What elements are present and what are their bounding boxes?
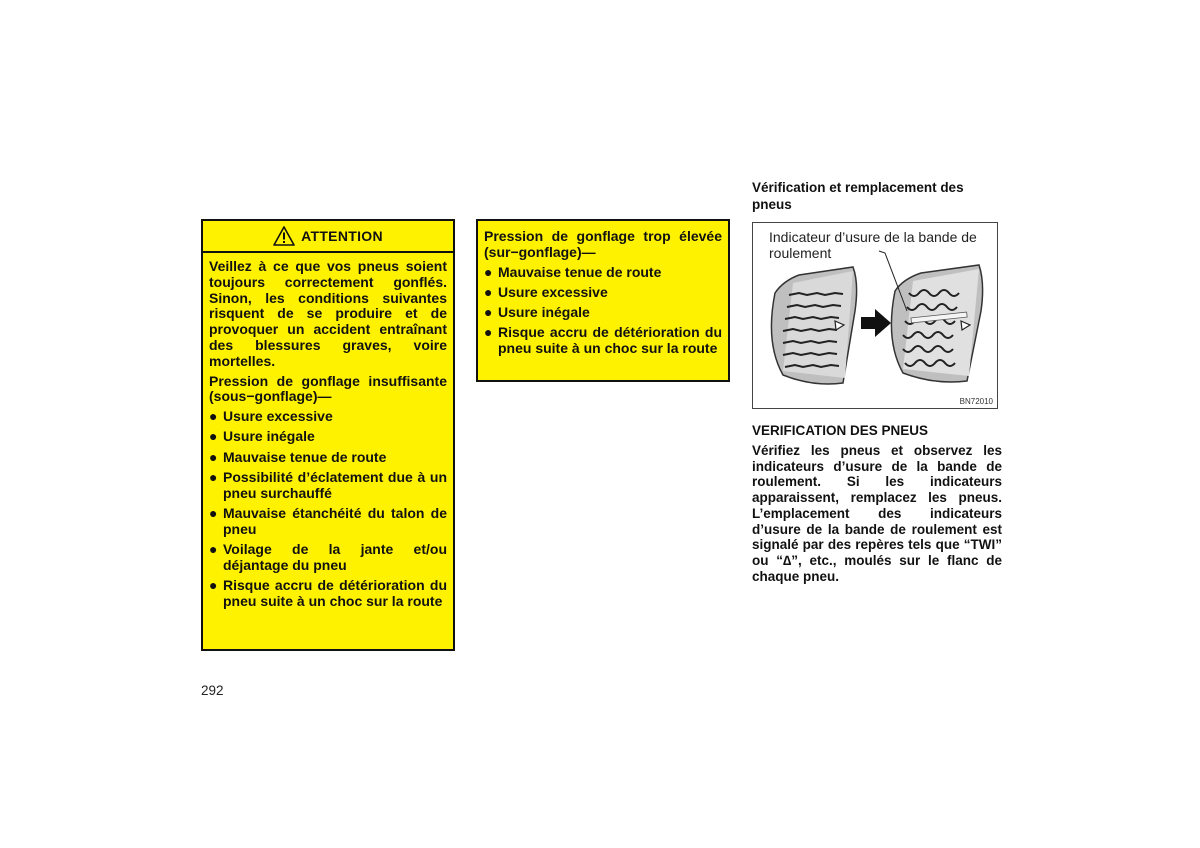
tire-with-indicator-icon	[891, 265, 982, 382]
list-item: ● Usure excessive	[484, 283, 608, 300]
verification-body: Vérifiez les pneus et observez les indicateurs d’usure de la bande de roulement. Si les indicateurs apparaissent, remplacez les pneus. L’emplacement des indicateurs d’usure de la bande de roulement est signalé par des repères tels que “TWI” ou “∆”, etc., moulés sur le flanc de chaque pneu.	[752, 443, 1002, 584]
list-item: ● Possibilité d’éclatement due à un pneu surchauffé	[209, 469, 447, 501]
overinflation-box	[476, 219, 730, 382]
attention-intro: Veillez à ce que vos pneus soient toujours correctement gonflés. Sinon, les conditions suivantes risquent de se produire et de provoquer un accident entraînant des blessures graves, voire mortelles.	[209, 258, 447, 369]
page-number: 292	[201, 683, 224, 698]
list-item: ● Usure excessive	[209, 408, 333, 425]
section-title: Vérification et remplacement des pneus	[752, 180, 964, 212]
overinflation-list	[484, 265, 722, 357]
attention-label: ATTENTION	[301, 228, 383, 244]
figure-code: BN72010	[959, 397, 993, 406]
figure-caption: Indicateur d’usure de la bande de roulement	[769, 229, 977, 261]
tire-illustration	[753, 223, 997, 408]
tread-wear-figure	[752, 222, 998, 409]
arrow-right-icon	[861, 309, 891, 337]
list-item: ● Usure inégale	[209, 428, 315, 445]
list-item: ● Risque accru de détérioration du pneu suite à un choc sur la route	[484, 324, 722, 357]
attention-box	[201, 219, 455, 651]
underinflation-heading: Pression de gonflage insuffisante (sous−gonflage)—	[209, 372, 447, 405]
warning-triangle-icon	[273, 226, 295, 246]
list-item: ● Usure inégale	[484, 304, 590, 321]
underinflation-list	[209, 409, 447, 610]
attention-header	[203, 221, 453, 253]
overinflation-heading: Pression de gonflage trop élevée (sur−gonflage)—	[484, 228, 722, 260]
list-item: ● Risque accru de détérioration du pneu suite à un choc sur la route	[209, 577, 447, 610]
list-item: ● Mauvaise étanchéité du talon de pneu	[209, 505, 447, 537]
verification-heading: VERIFICATION DES PNEUS	[752, 423, 929, 438]
worn-tire-icon	[771, 267, 856, 384]
list-item: ● Mauvaise tenue de route	[209, 448, 387, 465]
list-item: ● Voilage de la jante et/ou déjantage du pneu	[209, 541, 447, 574]
list-item: ● Mauvaise tenue de route	[484, 263, 662, 280]
